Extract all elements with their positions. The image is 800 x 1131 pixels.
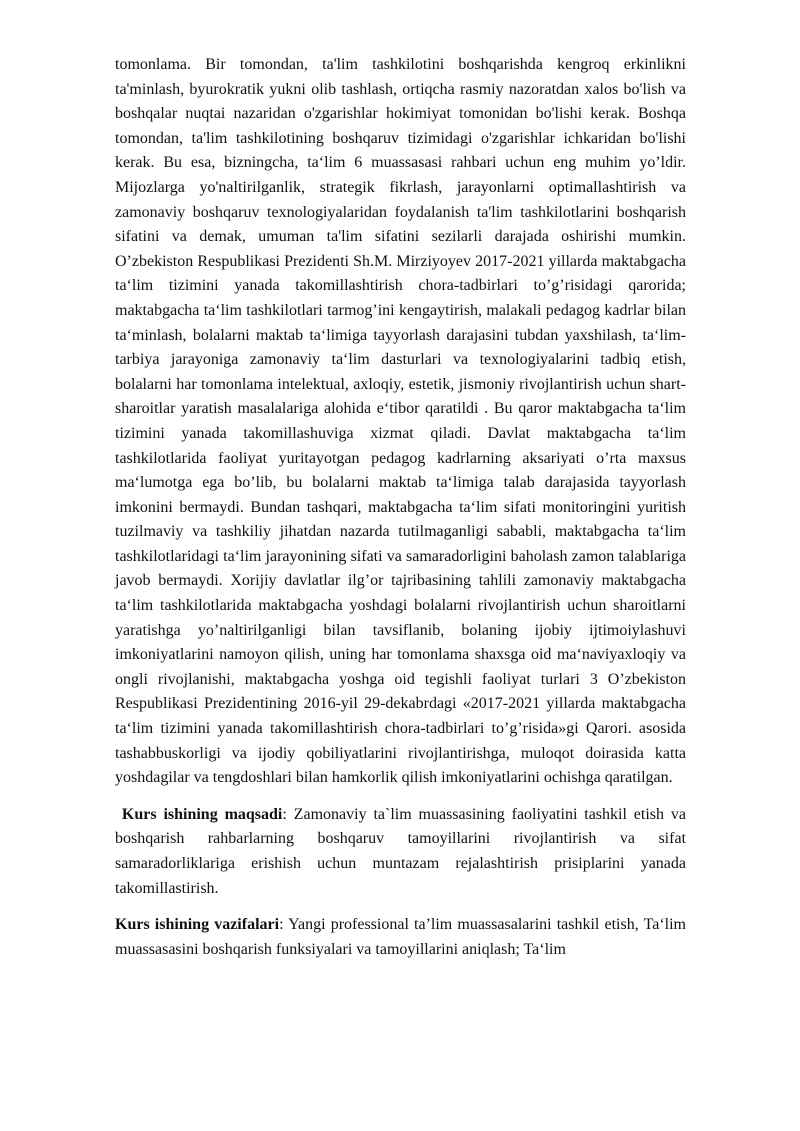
course-tasks-label: Kurs ishining vazifalari: [115, 916, 280, 934]
course-tasks-text: : Yangi professional ta’lim muassasalarini tashkil etish, Ta‘lim muassasasini boshqarish funksiyalari va tamoyillarini aniqlash; Ta‘lim: [115, 916, 687, 958]
document-page: [115, 53, 686, 962]
course-goal-paragraph: [115, 803, 686, 901]
course-tasks-paragraph: [115, 913, 686, 962]
course-goal-text: : Zamonaviy ta`lim muassasining faoliyatini tashkil etish va boshqarish rahbarlarning boshqaruv tamoyillarini rivojlantirish va sifat samaradorliklariga erishish uchun muntazam rejalashtirish prisiplarini yanada takomillastirish.: [115, 805, 687, 897]
course-goal-label: Kurs ishining maqsadi: [121, 805, 283, 823]
body-paragraph: tomonlama. Bir tomondan, ta'lim tashkilotini boshqarishda kengroq erkinlikni ta'minlash, byurokratik yukni olib tashlash, ortiqcha rasmiy nazoratdan xalos bo'lish va boshqalar nuqtai nazaridan o'zgarishlar hokimiyat tomonidan bo'lishi kerak. Boshqa tomondan, ta'lim tashkilotining boshqaruv tizimidagi o'zgarishlar ichkaridan bo'lishi kerak. Bu esa, bizningcha, ta‘lim 6 muassasasi rahbari uchun eng muhim yo’ldir. Mijozlarga yo'naltirilganlik, strategik fikrlash, jarayonlarni optimallashtirish va zamonaviy boshqaruv texnologiyalaridan foydalanish ta'lim tashkilotlarini boshqarish sifatini va demak, umuman ta'lim sifatini sezilarli darajada oshirishi mumkin. O’zbekiston Respublikasi Prezidenti Sh.M. Mirziyoyev 2017-2021 yillarda maktabgacha ta‘lim tizimini yanada takomillashtirish chora-tadbirlari to’g’risidagi qarorida; maktabgacha ta‘lim tashkilotlari tarmog’ini kengaytirish, malakali pedagog kadrlar bilan ta‘minlash, bolalarni maktab ta‘limiga tayyorlash darajasini tubdan yaxshilash, ta‘lim-tarbiya jarayoniga zamonaviy ta‘lim dasturlari va texnologiyalarini tadbiq etish, bolalarni har tomonlama intelektual, axloqiy, estetik, jismoniy rivojlantirish uchun shart-sharoitlar yaratish masalalariga alohida e‘tibor qaratildi . Bu qaror maktabgacha ta‘lim tizimini yanada takomillashuviga xizmat qiladi. Davlat maktabgacha ta‘lim tashkilotlarida faoliyat yuritayotgan pedagog kadrlarning aksariyati o’rta maxsus ma‘lumotga ega bo’lib, bu bolalarni maktab ta‘limiga talab darajasida tayyorlash imkonini bermaydi. Bundan tashqari, maktabgacha ta‘lim sifati monitoringini yuritish tuzilmaviy va tashkiliy jihatdan nazarda tutilmaganligi sababli, maktabgacha ta‘lim tashkilotlaridagi ta‘lim jarayonining sifati va samaradorligini baholash zamon talablariga javob bermaydi. Xorijiy davlatlar ilg’or tajribasining tahlili zamonaviy maktabgacha ta‘lim tashkilotlarida maktabgacha yoshdagi bolalarni rivojlantirish uchun sharoitlarni yaratishga yo’naltirilganligi bilan tavsiflanib, bolaning ijobiy ijtimoiylashuvi imkoniyatlarini namoyon qilish, uning har tomonlama shaxsga oid ma‘naviyaxloqiy va ongli rivojlanishi, maktabgacha yoshga oid tegishli faoliyat turlari 3 O’zbekiston Respublikasi Prezidentining 2016-yil 29-dekabrdagi «2017-2021 yillarda maktabgacha ta‘lim tizimini yanada takomillashtirish chora-tadbirlari to’g’risida»gi Qarori. asosida tashabbuskorligi va ijodiy qobiliyatlarini rivojlantirishga, muloqot doirasida katta yoshdagilar va tengdoshlari bilan hamkorlik qilish imkoniyatlarini ochishga qaratilgan.: [115, 56, 686, 787]
